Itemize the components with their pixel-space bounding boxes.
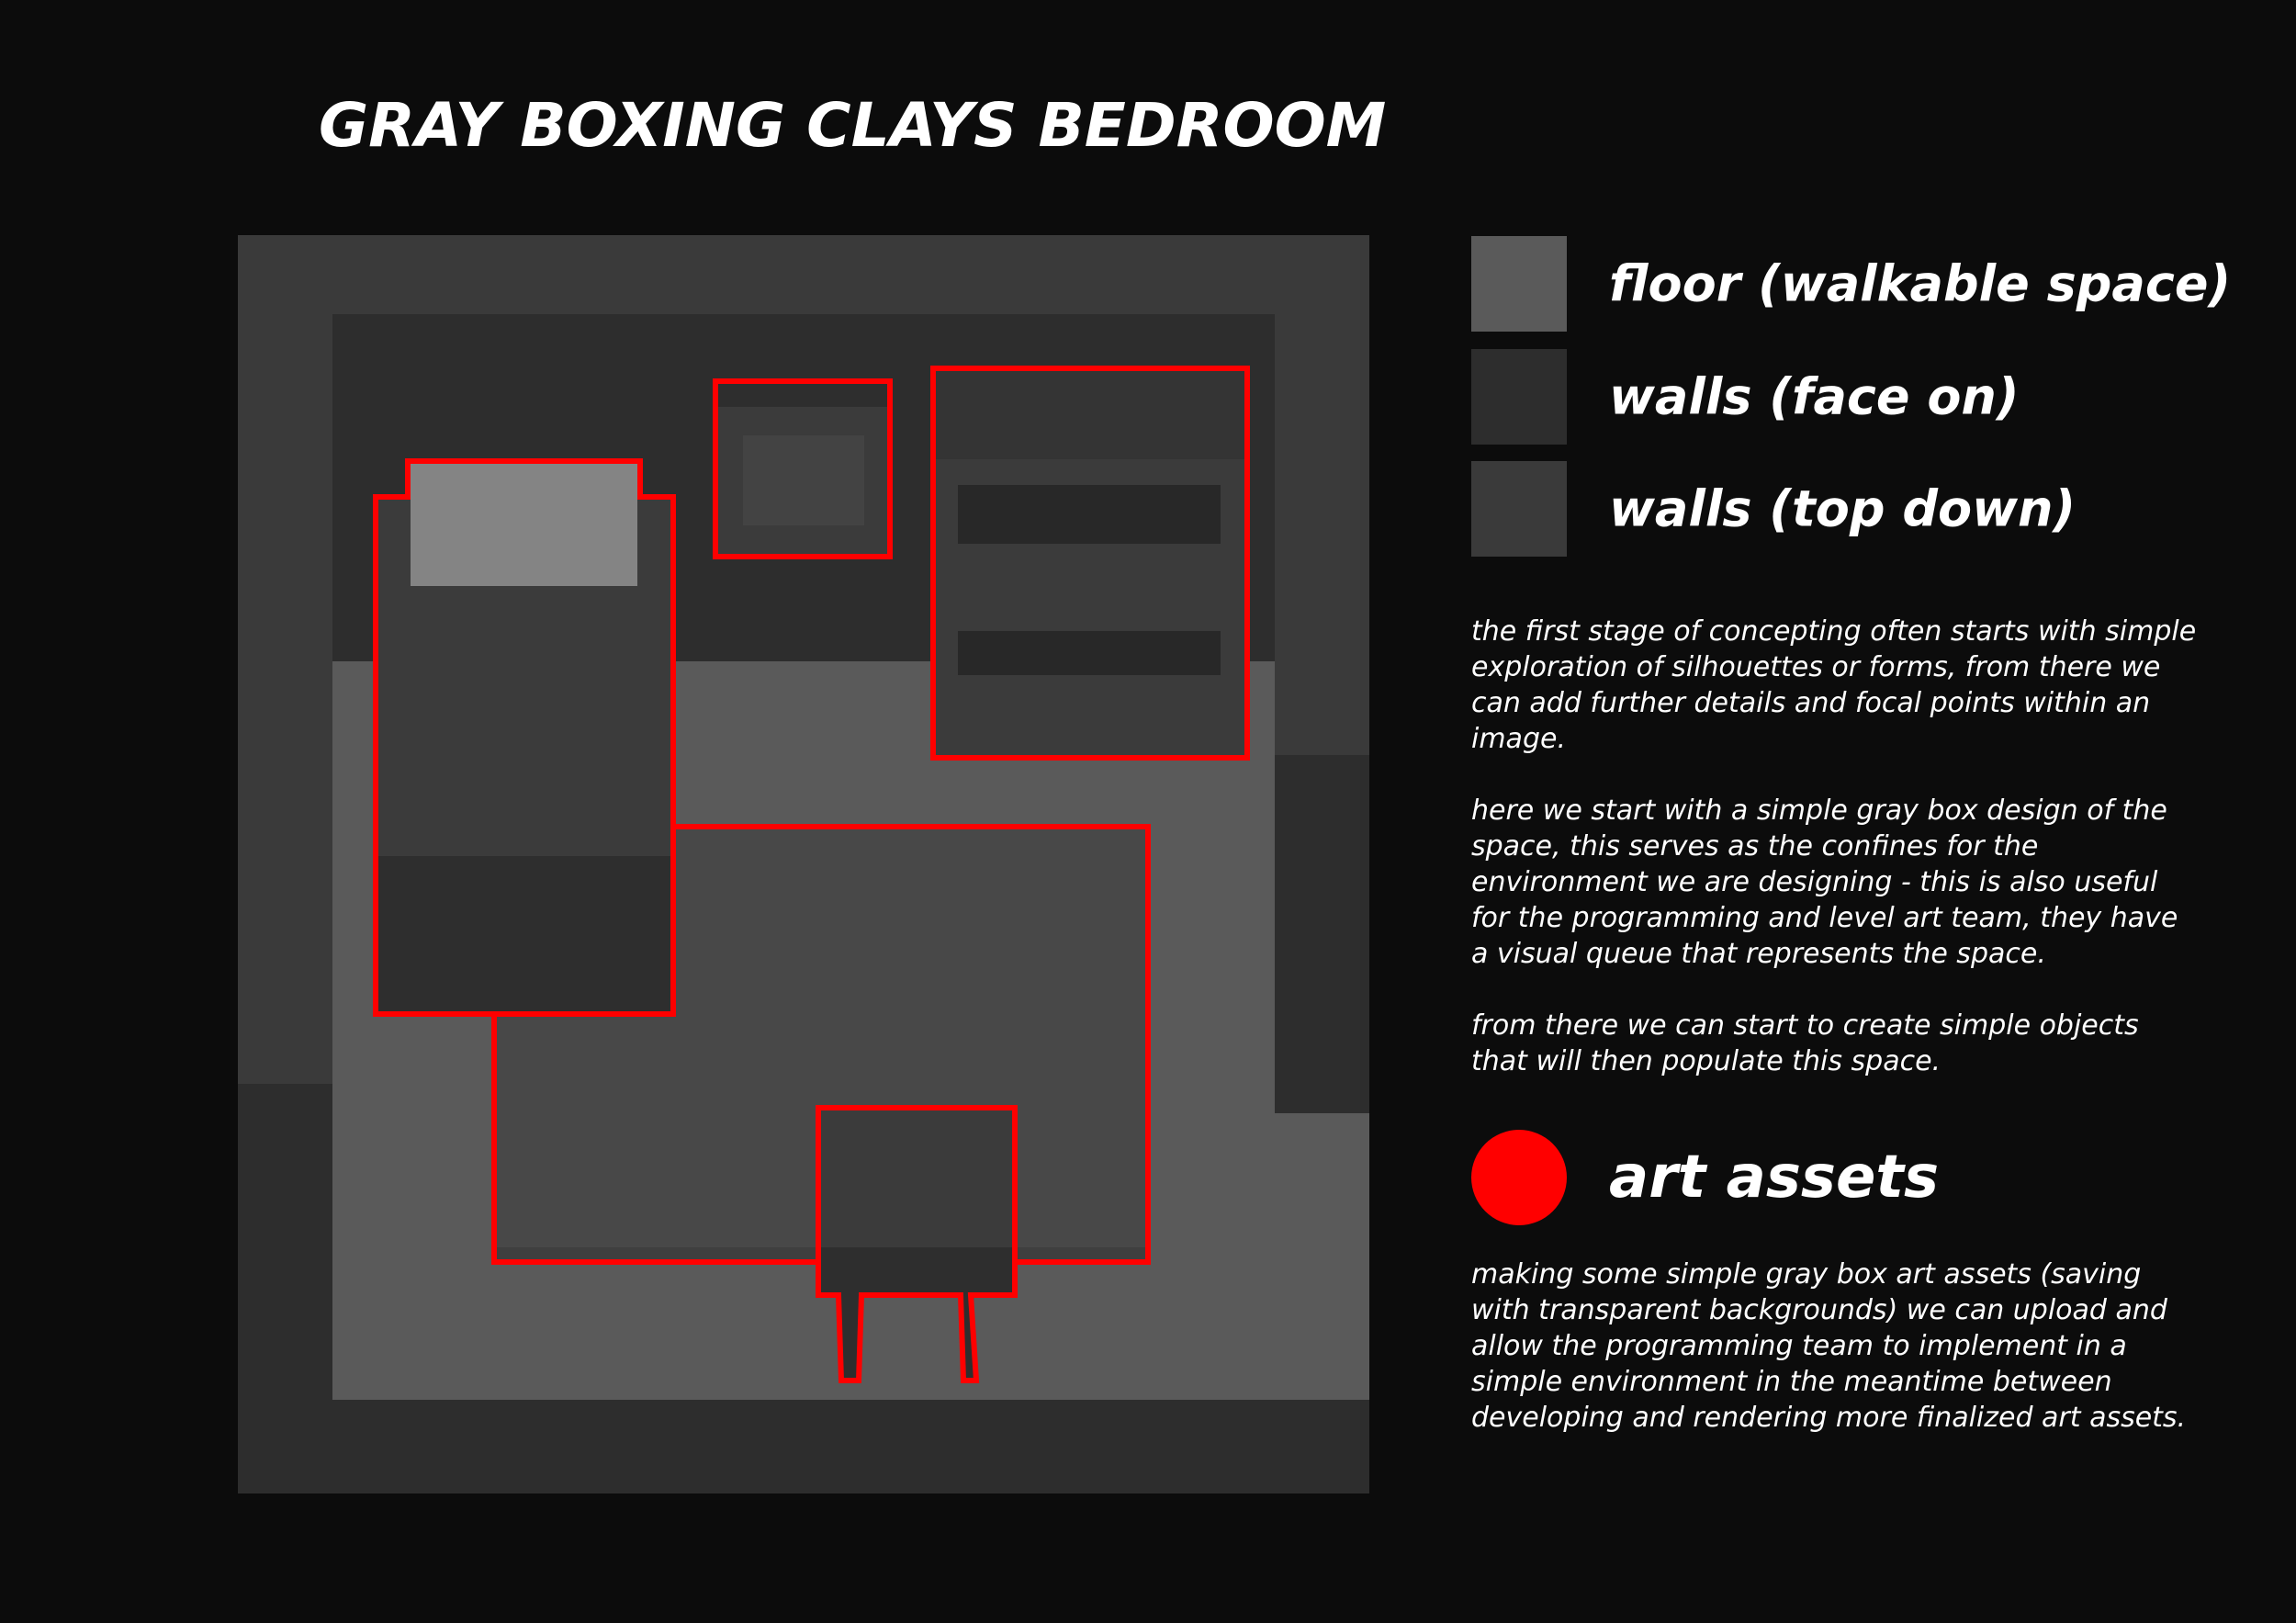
art-assets-paragraph: making some simple gray box art assets (saving with transparent backgrounds) we can upload and allow the programming team to implement in a simple environment in the meantime between developing and rendering more finalized art assets. [1471, 1258, 2187, 1434]
side-wall-face-on-left [238, 1084, 332, 1400]
description-paragraph: the first stage of concepting often starts with simple exploration of silhouettes or forms, from there we can add further details and focal points within an image. [1471, 615, 2197, 755]
side-wall-face-on-right [1275, 755, 1369, 1113]
picture-frame-top [718, 384, 887, 407]
legend-item-art-assets [1471, 1130, 2279, 1225]
picture-frame-inner [743, 435, 864, 525]
dresser-drawer-bottom-shadow [958, 631, 1221, 675]
legend-label-walls-face-on: walls (face on) [1609, 367, 2020, 426]
bed-blanket [378, 856, 670, 1012]
legend-item-floor [1471, 236, 2279, 332]
chair-seat-front [821, 1247, 1012, 1295]
walls-top-down-swatch [1471, 461, 1567, 557]
legend-item-walls-face-on [1471, 349, 2279, 445]
front-wall-face-on [238, 1400, 1369, 1493]
floor-swatch [1471, 236, 1567, 332]
art-assets-label: art assets [1609, 1144, 1940, 1212]
legend-label-floor: floor (walkable space) [1609, 254, 2232, 313]
legend-item-walls-top-down [1471, 461, 2279, 557]
art-assets-marker [1471, 1130, 1567, 1225]
art-assets-description [1471, 1257, 2197, 1436]
page-title: GRAY BOXING CLAYS BEDROOM [319, 90, 1387, 161]
description-paragraph: here we start with a simple gray box design of the space, this serves as the confines for the environment we are designing - this is also useful for the programming and level art team, they have a visual queue that represents the space. [1471, 795, 2178, 970]
bed-pillow [411, 464, 637, 586]
dresser-drawer-top-shadow [958, 485, 1221, 544]
legend-label-walls-top-down: walls (top down) [1609, 479, 2077, 538]
concept-description [1471, 614, 2197, 1079]
dresser-top [936, 371, 1244, 459]
bedroom-floorplan [238, 235, 1369, 1493]
description-paragraph: from there we can start to create simple objects that will then populate this space. [1471, 1009, 2139, 1077]
walls-face-on-swatch [1471, 349, 1567, 445]
